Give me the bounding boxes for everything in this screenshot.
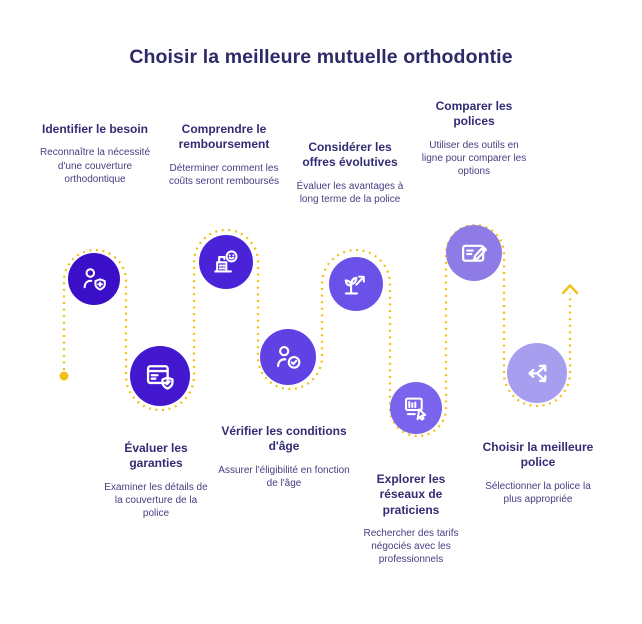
step-description: Sélectionner la police la plus appropriée — [485, 480, 591, 505]
step-title: Considérer les offres évolutives — [302, 140, 398, 170]
page-title: Choisir la meilleure mutuelle orthodontie — [129, 46, 513, 68]
step-circle-choisir — [507, 343, 567, 403]
step-description: Déterminer comment les coûts seront remboursés — [168, 162, 280, 187]
browser-shield-check-icon — [143, 359, 178, 394]
step-title: Vérifier les conditions d'âge — [221, 424, 347, 454]
bank-coin-icon — [210, 246, 241, 277]
person-check-icon — [272, 341, 304, 373]
step-label-conditions-age — [217, 424, 351, 490]
step-description: Rechercher des tarifs négociés avec les professionnels — [363, 528, 459, 566]
step-label-garanties — [104, 441, 208, 520]
step-description: Examiner les détails de la couverture de la police — [104, 481, 208, 520]
path-start-dot — [60, 372, 69, 381]
path-end-arrow-icon — [563, 286, 577, 294]
step-description: Reconnaître la nécessité d'une couverture orthodontique — [39, 147, 151, 185]
step-label-remboursement — [161, 122, 287, 188]
step-title: Comprendre le remboursement — [178, 122, 270, 152]
step-title: Évaluer les garanties — [124, 441, 188, 471]
person-shield-plus-icon — [79, 264, 109, 294]
step-circle-reseaux — [390, 382, 442, 434]
step-circle-conditions-age — [260, 329, 316, 385]
step-label-choisir — [478, 440, 598, 506]
tablet-pencil-icon — [458, 237, 490, 269]
step-circle-offres-evolutives — [329, 257, 383, 311]
step-circle-remboursement — [199, 235, 253, 289]
step-title: Comparer les polices — [435, 99, 513, 129]
step-circle-identifier — [68, 253, 120, 305]
step-title: Choisir la meilleure police — [482, 440, 594, 470]
step-circle-garanties — [130, 346, 190, 406]
step-label-identifier — [39, 122, 151, 186]
terminal-pointer-icon — [401, 393, 431, 423]
step-circle-comparer — [446, 225, 502, 281]
step-title: Identifier le besoin — [41, 122, 149, 136]
step-label-offres-evolutives — [291, 140, 409, 206]
branching-arrows-icon — [520, 356, 555, 391]
growth-plant-icon — [340, 268, 371, 299]
step-label-comparer — [418, 99, 530, 178]
step-description: Évaluer les avantages à long terme de la police — [296, 180, 404, 205]
step-description: Assurer l'éligibilité en fonction de l'âge — [218, 464, 350, 489]
step-title: Explorer les réseaux de praticiens — [376, 472, 446, 517]
step-description: Utiliser des outils en ligne pour comparer les options — [421, 139, 527, 178]
step-label-reseaux — [358, 472, 464, 567]
